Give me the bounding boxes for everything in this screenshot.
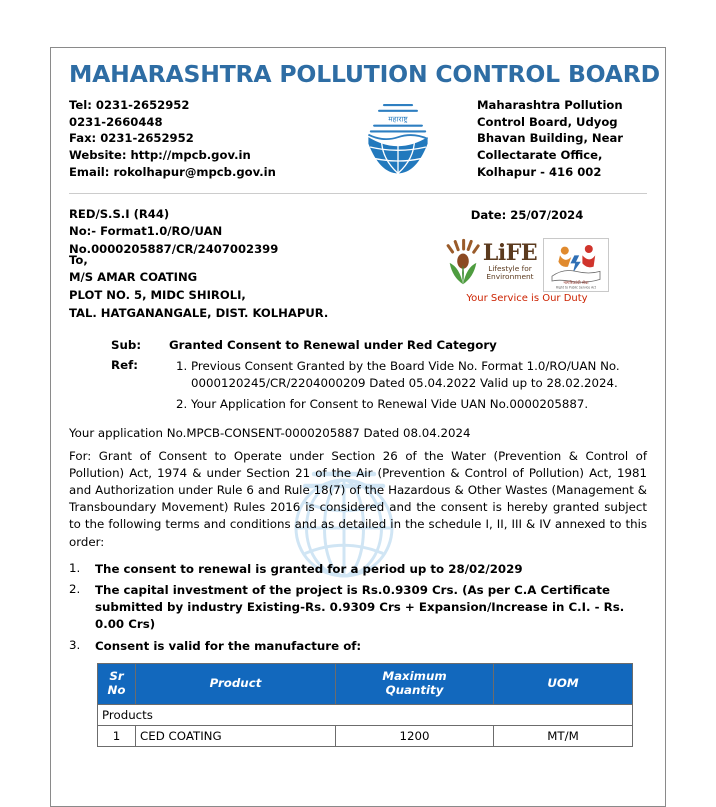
column-header-maximum-quantity	[336, 664, 494, 704]
page-title: MAHARASHTRA POLLUTION CONTROL BOARD	[69, 60, 660, 88]
condition-item	[69, 561, 647, 578]
contact-line-tel2: 0231-2660448	[69, 114, 163, 129]
emblem-caption-en: Right to Public Service Act	[556, 285, 597, 290]
addressee-line3: TAL. HATGANANGALE, DIST. KOLHAPUR.	[69, 305, 329, 320]
cell-product: CED COATING	[136, 725, 336, 746]
reference-item: 2. Your Application for Consent to Renewal Vide UAN No.0000205887.	[191, 396, 647, 412]
board-address-block	[477, 97, 647, 181]
contact-block	[69, 97, 319, 181]
qty-line1: Maximum	[382, 669, 447, 684]
subject-value: Granted Consent to Renewal under Red Category	[169, 338, 497, 353]
subject-label: Sub:	[111, 338, 142, 353]
emblem-caption-hi: नागरिकांची सेवा	[563, 281, 589, 287]
application-line: Your application No.MPCB-CONSENT-0000205887 Dated 08.04.2024	[69, 426, 471, 441]
sr-line1: Sr	[109, 669, 124, 684]
table-row	[98, 725, 633, 746]
body-paragraph: For: Grant of Consent to Operate under Section 26 of the Water (Prevention & Control of Pollution) Act, 1974 & under Section 21 of the Air (Prevention & Control of Pollution) Act, 1981 and Authorization under Rule 6 and Rule 18(7) of the Hazardous & Other Wastes (Management & Transboundary Movement) Rules 2016 is considered and the consent is hereby granted subject to the following terms and conditions and as detailed in the schedule I, II, III & IV annexed to this order:	[69, 449, 647, 549]
reference-list	[169, 358, 647, 417]
table-group-row	[98, 704, 633, 725]
address-line-5: Kolhapur - 416 002	[477, 165, 602, 180]
reference-label: Ref:	[111, 358, 138, 373]
life-sub-line1: Lifestyle for	[488, 264, 532, 274]
address-line-1: Maharashtra Pollution	[477, 97, 623, 112]
column-header-product: Product	[136, 664, 336, 704]
mpcb-crest-wrap	[350, 97, 446, 175]
condition-number: 1.	[69, 560, 81, 575]
sr-line2: No	[107, 682, 126, 697]
contact-line-website: Website: http://mpcb.gov.in	[69, 148, 251, 163]
condition-number: 3.	[69, 637, 81, 652]
addressee-name: M/S AMAR COATING	[69, 270, 198, 285]
qty-line2: Quantity	[385, 682, 444, 697]
life-sub-line2: Environment	[486, 272, 534, 282]
service-tagline: Your Service is Our Duty	[466, 292, 588, 304]
condition-item	[69, 582, 647, 632]
group-label-products: Products	[98, 704, 633, 725]
reference-block	[69, 206, 278, 258]
condition-item	[69, 638, 647, 655]
document-date: Date: 25/07/2024	[470, 207, 584, 222]
subject-reference-section	[69, 338, 647, 417]
subject-row	[69, 338, 647, 352]
cell-sr-no: 1	[98, 725, 136, 746]
document-page	[50, 47, 666, 807]
condition-text: Consent is valid for the manufacture of:	[95, 638, 362, 653]
addressee-block	[69, 252, 647, 322]
contact-line-tel: Tel: 0231-2652952	[69, 97, 190, 112]
addressee-to: To,	[69, 252, 88, 267]
reference-row	[69, 358, 647, 417]
addressee-line2: PLOT NO. 5, MIDC SHIROLI,	[69, 288, 246, 303]
reference-item: 1. Previous Consent Granted by the Board Vide No. Format 1.0/RO/UAN No. 0000120245/CR/2204000209 Dated 05.04.2022 Valid up to 28.02.2024.	[191, 358, 647, 391]
conditions-list	[69, 561, 647, 655]
cell-quantity: 1200	[336, 725, 494, 746]
address-line-4: Collectarate Office,	[477, 148, 603, 163]
letterhead-row	[69, 97, 647, 181]
header-divider	[69, 193, 647, 194]
condition-text: The consent to renewal is granted for a period up to 28/02/2029	[95, 561, 523, 576]
column-header-uom: UOM	[494, 664, 633, 704]
address-line-3: Bhavan Building, Near	[477, 131, 623, 146]
product-table	[97, 663, 633, 746]
reference-line-2: No:- Format1.0/RO/UAN	[69, 224, 223, 239]
cell-uom: MT/M	[494, 725, 633, 746]
contact-line-email: Email: rokolhapur@mpcb.gov.in	[69, 165, 276, 180]
life-wordmark: LiFE	[482, 240, 538, 267]
condition-text: The capital investment of the project is Rs.0.9309 Crs. (As per C.A Certificate submitted by industry Existing-Rs. 0.9309 Crs + Expansion/Increase in C.I. - Rs. 0.00 Crs)	[95, 583, 625, 631]
mpcb-logo-icon	[356, 101, 440, 175]
table-header-row	[98, 664, 633, 704]
crest-caption: महाराष्ट्र	[388, 114, 408, 124]
reference-line-3: No.0000205887/CR/2407002399	[69, 241, 279, 256]
contact-line-fax: Fax: 0231-2652952	[69, 131, 194, 146]
column-header-sr-no	[98, 664, 136, 704]
reference-line-1: RED/S.S.I (R44)	[69, 206, 170, 221]
address-line-2: Control Board, Udyog	[477, 114, 618, 129]
condition-number: 2.	[69, 582, 81, 597]
